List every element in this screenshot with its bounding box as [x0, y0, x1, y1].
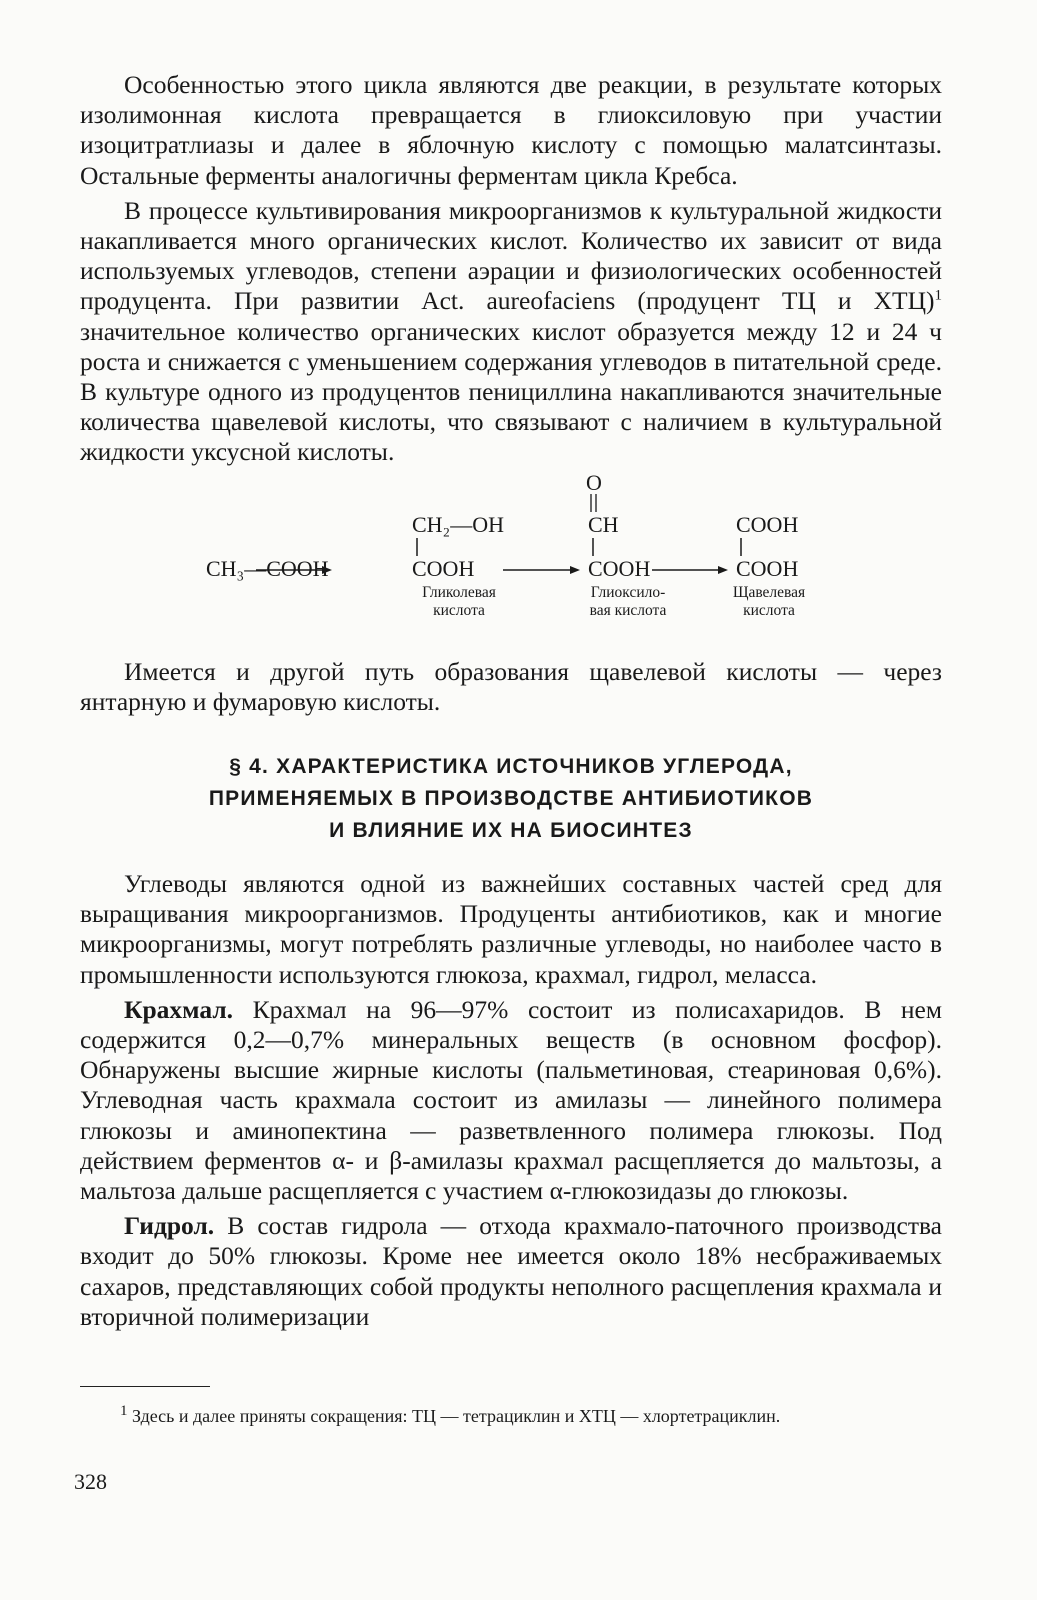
hydrol-term: Гидрол.: [124, 1211, 215, 1241]
glyoxylic-acid-top: CH: [588, 511, 619, 537]
glyoxylic-acid-caption: Глиоксило- вая кислота: [589, 583, 667, 619]
paragraph-hydrol: [80, 1211, 942, 1332]
acetic-acid-formula: CH₃—COOH: [206, 555, 329, 581]
glycolic-acid-bottom: COOH: [412, 555, 475, 581]
oxalic-acid-bottom: COOH: [736, 555, 799, 581]
page-content: [80, 70, 942, 1332]
paragraph-glyoxylate-cycle: Особенностью этого цикла являются две реакции, в результате которых изолимонная кислота превращается в глиоксиловую при участии изоцитратлиазы и далее в яблочную кислоту с помощью малатсинтазы. Остальные ферменты аналогичны ферментам цикла Кребса.: [80, 70, 942, 190]
footnote-text: Здесь и далее приняты сокращения: ТЦ — тетрациклин и ХТЦ — хлортетрациклин.: [127, 1406, 781, 1426]
footnote-divider: [80, 1386, 210, 1387]
paragraph-starch: [80, 995, 942, 1206]
paragraph-organic-acids-part1: В процессе культивирования микроорганизмов к культуральной жидкости накапливается много органических кислот. Количество их зависит от вида используемых углеводов, степени аэрации и физиологических особенностей продуцента. При развитии Act. aureofaciens (продуцент ТЦ и ХТЦ): [80, 195, 942, 316]
paragraph-organic-acids: [80, 196, 942, 468]
footnote-reference: 1: [934, 287, 942, 304]
glycolic-acid-top: CH₂—OH: [412, 511, 505, 537]
paragraph-carbohydrates: Углеводы являются одной из важнейших составных частей сред для выращивания микроорганизмов. Продуценты антибиотиков, как и многие микроорганизмы, могут потреблять различные углеводы, но наиболее часто в промышленности используются глюкоза, крахмал, гидрол, меласса.: [80, 869, 942, 989]
reaction-scheme: [80, 469, 942, 657]
section-heading-line-1: § 4. ХАРАКТЕРИСТИКА ИСТОЧНИКОВ УГЛЕРОДА,: [229, 755, 793, 779]
footnote-mark: 1: [120, 1403, 128, 1419]
section-heading: [80, 751, 942, 847]
oxalic-acid-caption: Щавелевая кислота: [732, 583, 806, 619]
section-heading-line-2: ПРИМЕНЯЕМЫХ В ПРОИЗВОДСТВЕ АНТИБИОТИКОВ: [208, 787, 814, 811]
hydrol-text: В состав гидрола — отхода крахмало-паточного производства входит до 50% глюкозы. Кроме нее имеется около 18% несбраживаемых сахаров, представляющих собой продукты неполного расщепления крахмала и вторичной полимеризации: [80, 1211, 942, 1331]
paragraph-organic-acids-part2: значительное количество органических кислот образуется между 12 и 24 ч роста и снижается с уменьшением содержания углеводов в питательной среде. В культуре одного из продуцентов пенициллина накапливаются значительные количества щавелевой кислоты, что связывают с наличием в культуральной жидкости уксусной кислоты.: [80, 316, 942, 467]
glycolic-acid-caption: Гликолевая кислота: [422, 583, 496, 619]
glyoxylic-acid-bottom: COOH: [588, 555, 651, 581]
arrow-2-head: [570, 566, 580, 574]
paragraph-alternative-path: Имеется и другой путь образования щавелевой кислоты — через янтарную и фумаровую кислоты.: [80, 656, 942, 716]
starch-text: Крахмал на 96—97% состоит из полисахаридов. В нем содержится 0,2—0,7% минеральных веществ (в основном фосфор). Обнаружены высшие жирные кислоты (пальметиновая, стеариновая 0,6%). Углеводная часть крахмала состоит из амилазы — линейного полимера глюкозы и аминопектина — разветвленного полимера глюкозы. Под действием ферментов α- и β-амилазы крахмал расщепляется до мальтозы, а мальтоза дальше расщепляется с участием α-глюкозидазы до глюкозы.: [80, 994, 942, 1206]
page-number: 328: [74, 1469, 107, 1494]
footnote: [80, 1404, 942, 1429]
oxalic-acid-top: COOH: [736, 511, 799, 537]
glyoxylic-acid-oxygen: O: [586, 469, 602, 495]
arrow-3-head: [718, 566, 728, 574]
section-heading-line-3: И ВЛИЯНИЕ ИХ НА БИОСИНТЕЗ: [329, 819, 693, 843]
starch-term: Крахмал.: [124, 994, 234, 1024]
